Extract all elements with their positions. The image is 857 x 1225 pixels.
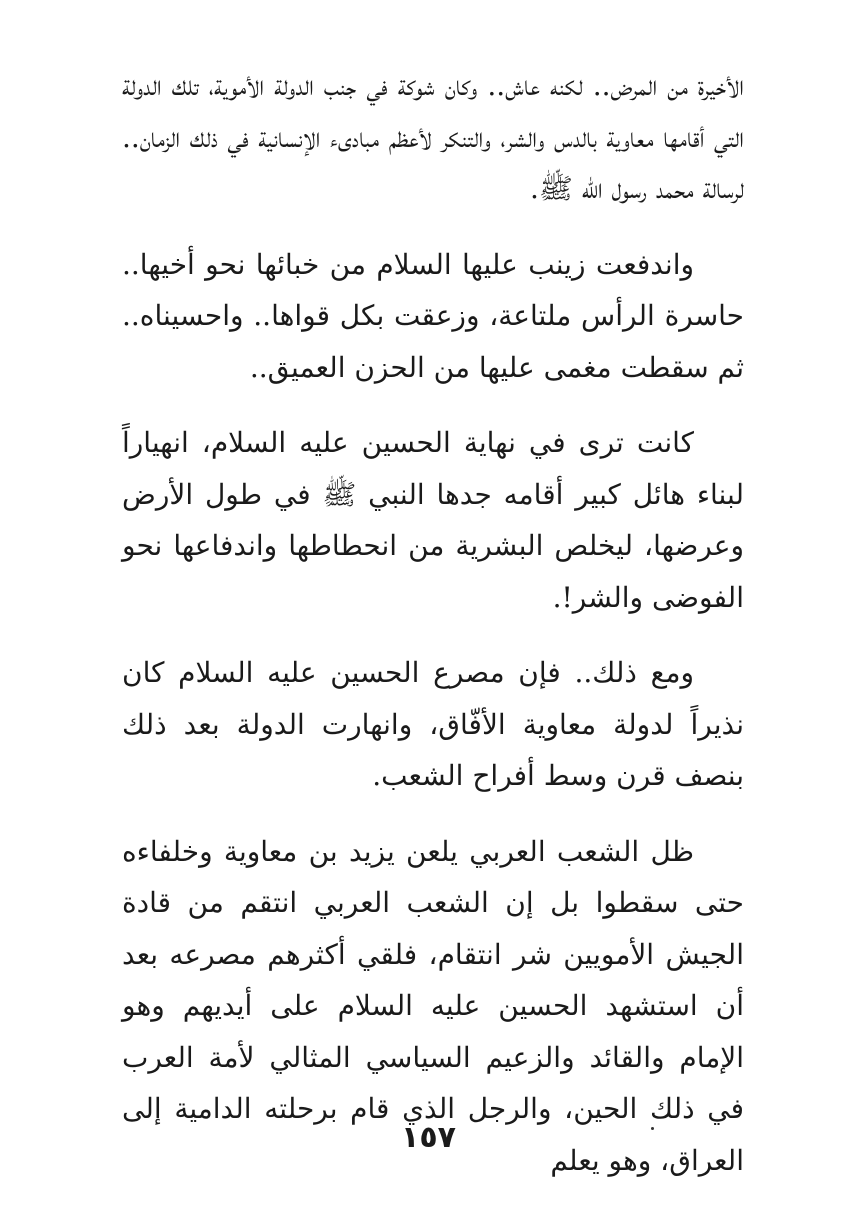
paragraph-gap — [122, 215, 744, 239]
body-text — [122, 60, 744, 1186]
paragraph-1: الأخيرة من المرض.. لكنه عاش.. وكان شوكة في جنب الدولة الأموية، تلك الدولة التي أقامها معاوية بالدس والشر، والتنكر لأعظم مبادىء الإنسانية في ذلك الزمان.. لرسالة محمد رسول الله ﷺ. — [122, 69, 744, 205]
page-number: ١٥٧ — [401, 1120, 456, 1155]
paragraph-4: ومع ذلك.. فإن مصرع الحسين عليه السلام كان نذيراً لدولة معاوية الأفّاق، وانهارت الدولة بعد ذلك بنصف قرن وسط أفراح الشعب. — [122, 656, 744, 792]
paragraph-2: واندفعت زينب عليها السلام من خبائها نحو أخيها.. حاسرة الرأس ملتاعة، وزعقت بكل قواها.. واحسيناه.. ثم سقطت مغمى عليها من الحزن العميق.. — [122, 247, 744, 384]
paragraph-3: كانت ترى في نهاية الحسين عليه السلام، انهياراً لبناء هائل كبير أقامه جدها النبي ﷺ في طول الأرض وعرضها، ليخلص البشرية من انحطاطها واندفاعها نحو الفوضى والشر!. — [122, 426, 744, 614]
paragraph-gap — [122, 802, 744, 826]
paragraph-gap — [122, 393, 744, 417]
paragraph-5: ظل الشعب العربي يلعن يزيد بن معاوية وخلفاءه حتى سقطوا بل إن الشعب العربي انتقم من قادة الجيش الأمويين شر انتقام، فلقي أكثرهم مصرعه بعد أن استشهد الحسين عليه السلام على أيديهم وهو الإمام والقائد والزعيم السياسي المثالي لأمة العرب في ذلك الحين، والرجل الذي قام برحلته الدامية إلى العراق، وهو يعلم — [122, 834, 744, 1177]
paragraph-gap — [122, 623, 744, 647]
